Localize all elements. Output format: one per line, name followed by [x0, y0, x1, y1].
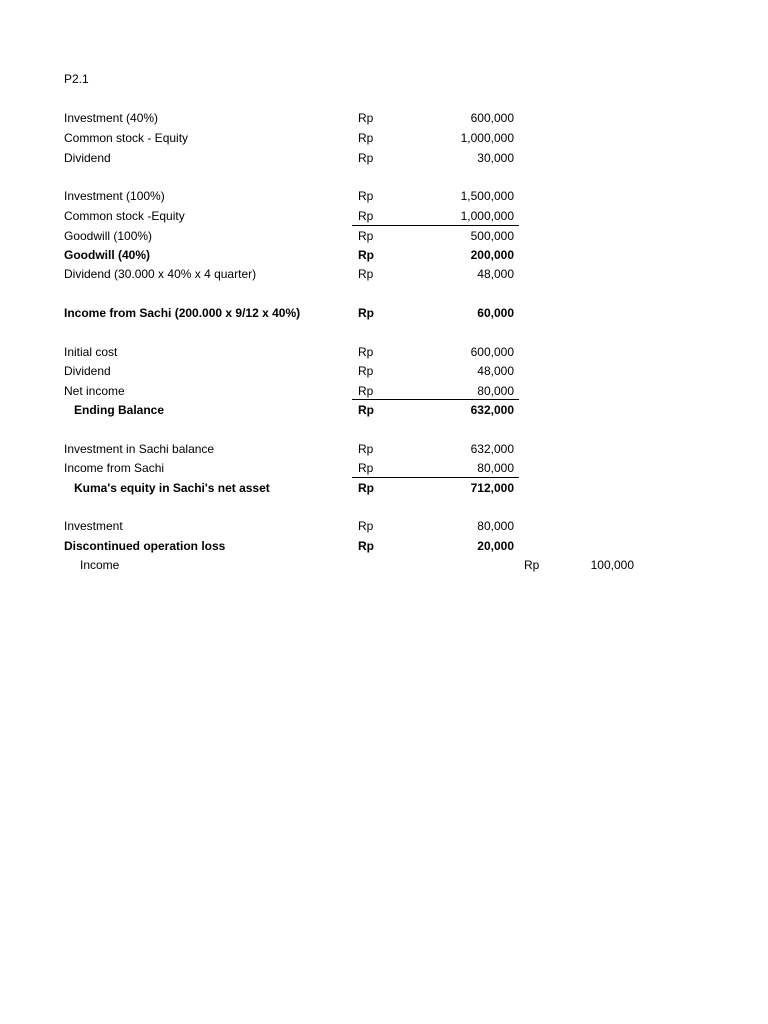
- row-label: Ending Balance: [74, 403, 165, 417]
- row-amount: 30,000: [477, 151, 514, 165]
- row-currency: Rp: [358, 519, 374, 533]
- row-currency: Rp: [358, 229, 374, 243]
- row-currency: Rp: [358, 111, 374, 125]
- row-currency: Rp: [358, 384, 374, 398]
- table-row: [0, 188, 768, 208]
- row-currency: Rp: [358, 481, 374, 495]
- table-row: [0, 110, 768, 130]
- row-currency: Rp: [358, 442, 374, 456]
- row-currency: Rp: [358, 403, 374, 417]
- row-amount: 600,000: [470, 345, 514, 359]
- table-row: [0, 130, 768, 150]
- row-label: Dividend (30.000 x 40% x 4 quarter): [64, 267, 257, 281]
- row-amount: 712,000: [470, 481, 514, 495]
- row-amount: 632,000: [470, 442, 514, 456]
- row-currency: Rp: [358, 364, 374, 378]
- row-currency: Rp: [358, 131, 374, 145]
- row-amount: 20,000: [477, 539, 514, 553]
- table-row: [0, 441, 768, 461]
- row-label: Goodwill (40%): [64, 248, 151, 262]
- row-label: Investment in Sachi balance: [64, 442, 215, 456]
- row-label: Initial cost: [64, 345, 118, 359]
- row-amount: 80,000: [477, 384, 514, 398]
- table-row: [0, 266, 768, 286]
- row-label: Common stock -Equity: [64, 209, 185, 223]
- row-currency: Rp: [358, 151, 374, 165]
- row-amount: 632,000: [470, 403, 514, 417]
- row-amount: 600,000: [470, 111, 514, 125]
- row-amount: 100,000: [590, 558, 634, 572]
- row-currency: Rp: [358, 345, 374, 359]
- row-label: Investment (40%): [64, 111, 159, 125]
- row-amount: 500,000: [470, 229, 514, 243]
- row-amount: 80,000: [477, 519, 514, 533]
- row-label: Kuma's equity in Sachi's net asset: [74, 481, 270, 495]
- row-label: Income: [80, 558, 120, 572]
- row-currency: Rp: [524, 558, 540, 572]
- table-row: [0, 344, 768, 364]
- row-label: Net income: [64, 384, 125, 398]
- row-amount: 60,000: [477, 306, 514, 320]
- table-row: [0, 538, 768, 558]
- row-label: Dividend: [64, 151, 111, 165]
- row-amount: 48,000: [477, 267, 514, 281]
- table-row: [0, 247, 768, 267]
- row-amount: 1,000,000: [460, 209, 514, 223]
- row-label: Investment (100%): [64, 189, 165, 203]
- row-currency: Rp: [358, 248, 374, 262]
- row-amount: 48,000: [477, 364, 514, 378]
- table-row: [0, 305, 768, 325]
- row-currency: Rp: [358, 539, 374, 553]
- row-currency: Rp: [358, 189, 374, 203]
- subtotal-underline: [352, 399, 519, 400]
- table-row: [0, 557, 768, 577]
- subtotal-underline: [352, 225, 519, 226]
- row-amount: 200,000: [470, 248, 514, 262]
- row-label: Income from Sachi: [64, 461, 165, 475]
- table-row: [0, 383, 768, 403]
- row-label: Income from Sachi (200.000 x 9/12 x 40%): [64, 306, 301, 320]
- table-row: [0, 150, 768, 170]
- row-currency: Rp: [358, 267, 374, 281]
- subtotal-underline: [352, 477, 519, 478]
- table-row: [0, 480, 768, 500]
- row-label: Dividend: [64, 364, 111, 378]
- worksheet-title: P2.1: [64, 72, 89, 86]
- row-currency: Rp: [358, 209, 374, 223]
- table-row: [0, 518, 768, 538]
- row-amount: 1,000,000: [460, 131, 514, 145]
- table-row: [0, 363, 768, 383]
- row-currency: Rp: [358, 461, 374, 475]
- row-label: Goodwill (100%): [64, 229, 153, 243]
- table-row: [0, 402, 768, 422]
- table-row: [0, 228, 768, 248]
- row-currency: Rp: [358, 306, 374, 320]
- row-label: Investment: [64, 519, 123, 533]
- row-amount: 1,500,000: [460, 189, 514, 203]
- row-label: Discontinued operation loss: [64, 539, 226, 553]
- row-amount: 80,000: [477, 461, 514, 475]
- row-label: Common stock - Equity: [64, 131, 189, 145]
